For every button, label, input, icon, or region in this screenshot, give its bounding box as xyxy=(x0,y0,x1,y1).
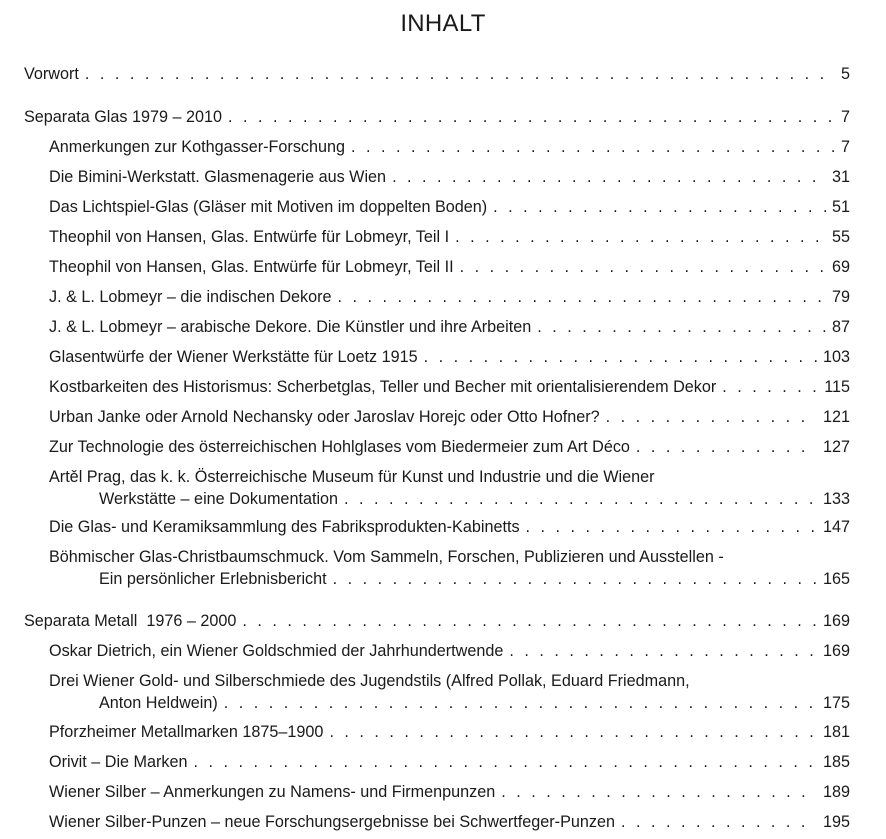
dot-leader xyxy=(606,406,817,428)
toc-entry-title: Anmerkungen zur Kothgasser-Forschung xyxy=(49,138,346,156)
toc-entry-title: Wiener Silber – Anmerkungen zu Namens- und Firmenpunzen xyxy=(49,783,496,801)
toc-entry-title-line1: Artěl Prag, das k. k. Österreichische Museum für Kunst und Industrie und die Wiener xyxy=(49,468,655,486)
toc-entry-title: Zur Technologie des österreichischen Hohlglases vom Biedermeier zum Art Déco xyxy=(49,438,630,456)
toc-entry-title: Theophil von Hansen, Glas. Entwürfe für Lobmeyr, Teil II xyxy=(49,258,454,276)
toc-page-number: 127 xyxy=(822,438,850,456)
dot-leader xyxy=(493,196,826,218)
dot-leader xyxy=(85,63,835,85)
toc-entry-title-line1: Drei Wiener Gold- und Silberschmiede des Jugendstils (Alfred Pollak, Eduard Friedmann, xyxy=(49,672,690,690)
page-title: INHALT xyxy=(400,10,486,37)
toc-section-glas[interactable] xyxy=(24,106,850,128)
toc-entry[interactable] xyxy=(49,346,850,368)
toc-entry[interactable] xyxy=(49,640,850,662)
dot-leader xyxy=(392,166,826,188)
dot-leader xyxy=(722,376,818,398)
toc-entry[interactable] xyxy=(49,781,850,803)
toc-page-number: 175 xyxy=(822,694,850,712)
toc-entry[interactable] xyxy=(49,196,850,218)
toc-page-number: 7 xyxy=(840,138,850,156)
dot-leader xyxy=(338,286,826,308)
toc-entry-vorwort[interactable] xyxy=(24,63,850,85)
dot-leader xyxy=(460,256,826,278)
toc-page-number: 147 xyxy=(822,518,850,536)
toc-entry[interactable] xyxy=(49,670,850,714)
toc-entry[interactable] xyxy=(49,546,850,590)
toc-page-number: 55 xyxy=(831,228,850,246)
toc-page-number: 69 xyxy=(831,258,850,276)
dot-leader xyxy=(621,811,817,833)
toc-section-metall[interactable] xyxy=(24,610,850,632)
toc-entry-title: Vorwort xyxy=(24,65,79,83)
toc-page-number: 181 xyxy=(822,723,850,741)
toc-entry[interactable] xyxy=(49,256,850,278)
dot-leader xyxy=(526,516,817,538)
toc-entry-title-line2: Ein persönlicher Erlebnisbericht xyxy=(99,570,327,588)
toc-entry-title: Wiener Silber-Punzen – neue Forschungsergebnisse bei Schwertfeger-Punzen xyxy=(49,813,615,831)
dot-leader xyxy=(242,610,817,632)
dot-leader xyxy=(455,226,826,248)
toc-entry[interactable] xyxy=(49,316,850,338)
dot-leader xyxy=(501,781,817,803)
toc-page-number: 165 xyxy=(822,570,850,588)
toc-entry-title: Die Glas- und Keramiksammlung des Fabriksprodukten-Kabinetts xyxy=(49,518,520,536)
toc-entry-title: J. & L. Lobmeyr – arabische Dekore. Die Künstler und ihre Arbeiten xyxy=(49,318,532,336)
toc-entry-title: Orivit – Die Marken xyxy=(49,753,188,771)
toc-entry-title: Separata Metall 1976 – 2000 xyxy=(24,612,237,630)
dot-leader xyxy=(424,346,817,368)
toc-page-number: 189 xyxy=(822,783,850,801)
toc-entry[interactable] xyxy=(49,436,850,458)
dot-leader xyxy=(509,640,817,662)
toc-entry-title: Das Lichtspiel-Glas (Gläser mit Motiven im doppelten Boden) xyxy=(49,198,488,216)
toc-entry-title: Theophil von Hansen, Glas. Entwürfe für Lobmeyr, Teil I xyxy=(49,228,450,246)
toc-page-number: 185 xyxy=(822,753,850,771)
toc-page-number: 169 xyxy=(822,612,850,630)
toc-entry[interactable] xyxy=(49,376,850,398)
toc-entry[interactable] xyxy=(49,466,850,510)
toc-entry-title: Separata Glas 1979 – 2010 xyxy=(24,108,222,126)
dot-leader xyxy=(329,721,817,743)
toc-entry-title: Glasentwürfe der Wiener Werkstätte für Loetz 1915 xyxy=(49,348,418,366)
toc-page-number: 87 xyxy=(831,318,850,336)
toc-entry-title-line2: Anton Heldwein) xyxy=(99,694,218,712)
toc-page-number: 115 xyxy=(824,378,850,396)
toc-entry-title: Pforzheimer Metallmarken 1875–1900 xyxy=(49,723,324,741)
toc-entry[interactable] xyxy=(49,166,850,188)
toc-page-number: 31 xyxy=(831,168,850,186)
toc-entry[interactable] xyxy=(49,721,850,743)
toc-entry-title: Oskar Dietrich, ein Wiener Goldschmied der Jahrhundertwende xyxy=(49,642,504,660)
dot-leader xyxy=(636,436,817,458)
toc-page-number: 7 xyxy=(840,108,850,126)
toc-page-number: 5 xyxy=(840,65,850,83)
toc-entry[interactable] xyxy=(49,406,850,428)
toc-entry-title: J. & L. Lobmeyr – die indischen Dekore xyxy=(49,288,332,306)
toc-entry[interactable] xyxy=(49,226,850,248)
dot-leader xyxy=(351,136,835,158)
toc-entry-title: Urban Janke oder Arnold Nechansky oder Jaroslav Horejc oder Otto Hofner? xyxy=(49,408,600,426)
toc-page-number: 133 xyxy=(822,490,850,508)
toc-entry[interactable] xyxy=(49,751,850,773)
toc-entry[interactable] xyxy=(49,286,850,308)
dot-leader xyxy=(194,751,817,773)
toc-page-number: 121 xyxy=(822,408,850,426)
dot-leader xyxy=(333,568,817,590)
toc-page-number: 195 xyxy=(822,813,850,831)
toc-entry[interactable] xyxy=(49,136,850,158)
toc-entry[interactable] xyxy=(49,811,850,833)
toc-entry-title-line1: Böhmischer Glas-Christbaumschmuck. Vom Sammeln, Forschen, Publizieren und Ausstellen - xyxy=(49,548,724,566)
dot-leader xyxy=(224,692,817,714)
toc-entry[interactable] xyxy=(49,516,850,538)
dot-leader xyxy=(537,316,826,338)
dot-leader xyxy=(344,488,817,510)
toc-entry-title: Kostbarkeiten des Historismus: Scherbetglas, Teller und Becher mit orientalisierendem Dekor xyxy=(49,378,717,396)
toc-entry-title-line2: Werkstätte – eine Dokumentation xyxy=(99,490,339,508)
toc-page-number: 169 xyxy=(822,642,850,660)
toc-entry-title: Die Bimini-Werkstatt. Glasmenagerie aus Wien xyxy=(49,168,387,186)
toc-page-number: 79 xyxy=(831,288,850,306)
toc-page-number: 103 xyxy=(822,348,850,366)
toc-page-number: 51 xyxy=(831,198,850,216)
dot-leader xyxy=(228,106,835,128)
